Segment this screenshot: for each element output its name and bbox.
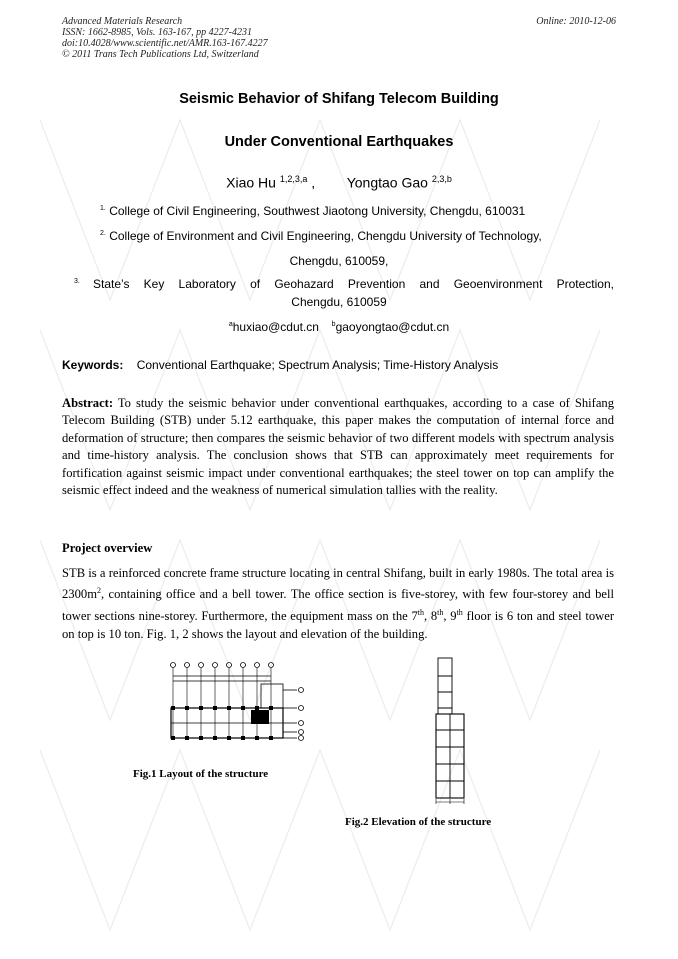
author-emails xyxy=(0,320,678,334)
figure-1-layout-drawing xyxy=(165,660,315,746)
paper-title-line2: Under Conventional Earthquakes xyxy=(224,134,454,150)
figure-2-caption: Fig.2 Elevation of the structure xyxy=(345,816,492,828)
abstract xyxy=(62,395,614,499)
figure-2-elevation-drawing xyxy=(430,656,470,804)
affiliation-2-continued: Chengdu, 610059, xyxy=(289,254,389,268)
author-affiliation-marks: 1,2,3,a xyxy=(279,174,308,184)
issn-line: ISSN: 1662-8985, Vols. 163-167, pp 4227-4231 xyxy=(62,27,252,38)
keywords xyxy=(62,358,498,372)
affiliation-1 xyxy=(100,204,525,218)
doi-line: doi:10.4028/www.scientific.net/AMR.163-167.4227 xyxy=(62,38,268,49)
affiliation-3-continued: Chengdu, 610059 xyxy=(291,295,387,309)
affiliation-text: College of Civil Engineering, Southwest Jiaotong University, Chengdu, 610031 xyxy=(109,204,526,218)
author-separator: , xyxy=(311,174,316,191)
keywords-text: Conventional Earthquake; Spectrum Analysis; Time-History Analysis xyxy=(136,358,499,372)
author-list xyxy=(0,174,678,191)
affiliation-number: 1. xyxy=(100,205,106,212)
section-heading: Project overview xyxy=(62,541,153,555)
author-name: Xiao Hu xyxy=(226,174,276,191)
affiliation-number-3: 3. xyxy=(74,278,80,285)
email-a[interactable]: huxiao@cdut.cn xyxy=(232,320,319,334)
paper-title-line1: Seismic Behavior of Shifang Telecom Building xyxy=(179,91,499,107)
affiliation-text: College of Environment and Civil Engineering, Chengdu University of Technology, xyxy=(109,229,542,243)
figure-1-caption: Fig.1 Layout of the structure xyxy=(133,768,269,780)
online-date: Online: 2010-12-06 xyxy=(536,16,616,27)
affiliation-2 xyxy=(100,229,542,243)
keywords-label: Keywords: xyxy=(62,358,124,372)
abstract-text: To study the seismic behavior under conventional earthquakes, according to a case of Shifang Telecom Building (STB) under 5.12 earthquake, this paper makes the computation of internal force and deformation of structure; then compares the seismic behavior of two different models with spectrum analysis and time-history analysis. The conclusion shows that STB can approximately meet requirements for fortification against seismic impact under conventional earthquakes; the steel tower on top can amplify the seismic effect indeed and the weakness of numerical simulation tallies with the reality. xyxy=(62,396,615,498)
email-b[interactable]: gaoyongtao@cdut.cn xyxy=(335,320,450,334)
author-affiliation-marks: 2,3,b xyxy=(431,174,452,184)
affiliation-number: 2. xyxy=(100,230,106,237)
copyright-line: © 2011 Trans Tech Publications Ltd, Switzerland xyxy=(62,49,259,60)
email-mark-b: b xyxy=(331,321,336,328)
affiliation-3-text: State’s Key Laboratory of Geohazard Prevention and Geoenvironment Protection, xyxy=(93,277,614,291)
publication-header xyxy=(62,16,268,60)
author-name: Yongtao Gao xyxy=(346,174,428,191)
abstract-label: Abstract: xyxy=(62,396,114,410)
project-overview-text: STB is a reinforced concrete frame structure locating in central Shifang, built in early 1980s. The total area is $2300m^2$, containing office and a bell tower. The office section is five-storey, with few four-storey and bell tower sections nine-storey. Furthermore, the equipment mass on the 7th, 8th, 9th floor is 6 ton and steel tower on top is 10 ton. Fig. 1, 2 shows the layout and elevation of the building. xyxy=(62,566,615,641)
journal-name: Advanced Materials Research xyxy=(62,16,183,27)
axis-bubbles xyxy=(171,663,274,668)
email-mark-a: a xyxy=(228,321,233,328)
